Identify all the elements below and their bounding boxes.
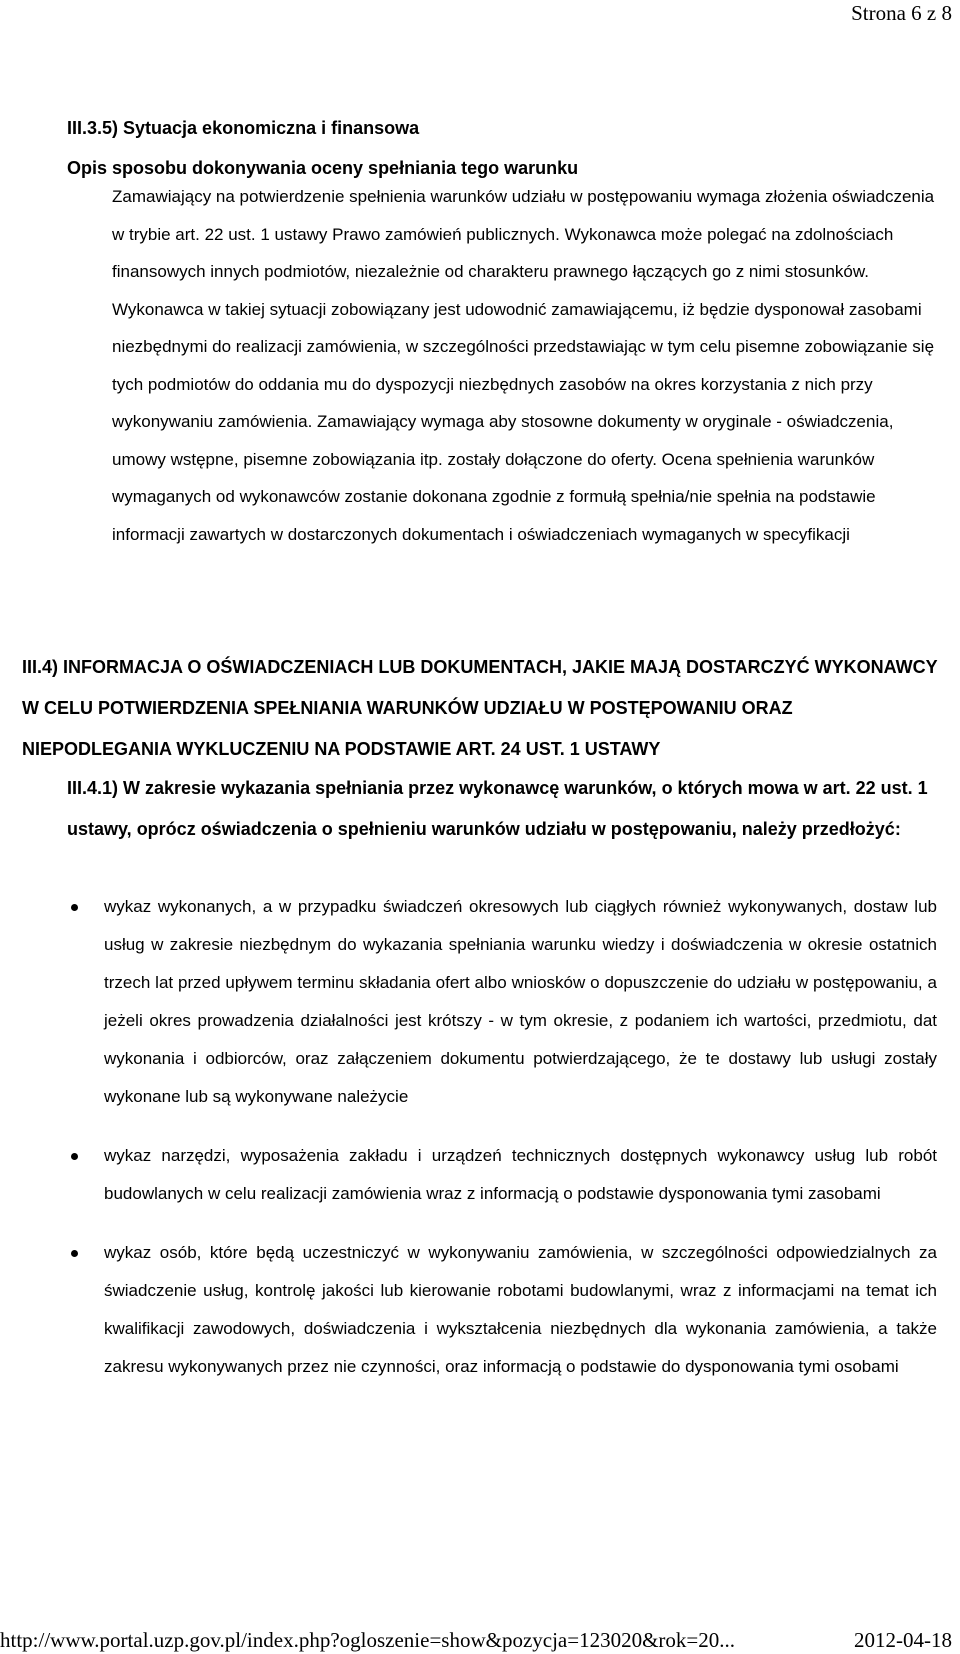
section-iii-4-1-heading: III.4.1) W zakresie wykazania spełniania przez wykonawcę warunków, o których mowa w art. 22 ust. 1 ustawy, oprócz oświadczenia o spełnieniu warunków udziału w postępowaniu, należy przedłożyć: — [67, 778, 928, 839]
footer-date: 2012-04-18 — [854, 1628, 952, 1652]
list-item — [67, 888, 937, 1116]
footer-url: http://www.portal.uzp.gov.pl/index.php?ogloszenie=show&pozycja=123020&rok=20... — [0, 1628, 736, 1652]
list-item — [67, 1234, 937, 1386]
list-item-text: wykaz narzędzi, wyposażenia zakładu i urządzeń technicznych dostępnych wykonawcy usług lub robót budowlanych w celu realizacji zamówienia wraz z informacją o podstawie dysponowania tymi zasobami — [104, 1146, 937, 1203]
section-subtitle: Opis sposobu dokonywania oceny spełniania tego warunku — [67, 158, 579, 178]
section-title: III.3.5) Sytuacja ekonomiczna i finansowa — [67, 118, 420, 138]
list-item — [67, 1137, 937, 1213]
bullet-icon — [71, 1153, 78, 1160]
section-iii-4-heading: III.4) INFORMACJA O OŚWIADCZENIACH LUB DOKUMENTACH, JAKIE MAJĄ DOSTARCZYĆ WYKONAWCY W CELU POTWIERDZENIA SPEŁNIANIA WARUNKÓW UDZIAŁU W POSTĘPOWANIU ORAZ NIEPODLEGANIA WYKLUCZENIU NA PODSTAWIE ART. 24 UST. 1 USTAWY — [22, 657, 938, 759]
section-iii-3-5-body: Zamawiający na potwierdzenie spełnienia warunków udziału w postępowaniu wymaga złożenia oświadczenia w trybie art. 22 ust. 1 ustawy Prawo zamówień publicznych. Wykonawca może polegać na zdolnościach finansowych innych podmiotów, niezależnie od charakteru prawnego łączących go z nimi stosunków. Wykonawca w takiej sytuacji zobowiązany jest udowodnić zamawiającemu, iż będzie dysponował zasobami niezbędnymi do realizacji zamówienia, w szczególności przedstawiając w tym celu pisemne zobowiązanie się tych podmiotów do oddania mu do dyspozycji niezbędnych zasobów na okres korzystania z nich przy wykonywaniu zamówienia. Zamawiający wymaga aby stosowne dokumenty w oryginale - oświadczenia, umowy wstępne, pisemne zobowiązania itp. zostały dołączone do oferty. Ocena spełnienia warunków wymaganych od wykonawców zostanie dokonana zgodnie z formułą spełnia/nie spełnia na podstawie informacji zawartych w dostarczonych dokumentach i oświadczeniach wymaganych w specyfikacji — [112, 187, 935, 544]
section-iii-3-5-heading — [67, 108, 927, 188]
page-number: Strona 6 z 8 — [851, 1, 952, 25]
list-item-text: wykaz wykonanych, a w przypadku świadczeń okresowych lub ciągłych również wykonywanych, dostaw lub usług w zakresie niezbędnym do wykazania spełniania warunku wiedzy i doświadczenia w okresie ostatnich trzech lat przed upływem terminu składania ofert albo wniosków o dopuszczenie do udziału w postępowaniu, a jeżeli okres prowadzenia działalności jest krótszy - w tym okresie, z podaniem ich wartości, przedmiotu, dat wykonania i odbiorców, oraz załączeniem dokumentu potwierdzającego, że te dostawy lub usługi zostały wykonane lub są wykonywane należycie — [104, 897, 937, 1106]
requirements-list — [67, 888, 937, 1407]
bullet-icon — [71, 1250, 78, 1257]
bullet-icon — [71, 904, 78, 911]
list-item-text: wykaz osób, które będą uczestniczyć w wykonywaniu zamówienia, w szczególności odpowiedzialnych za świadczenie usług, kontrolę jakości lub kierowanie robotami budowlanymi, wraz z informacjami na temat ich kwalifikacji zawodowych, doświadczenia i wykształcenia niezbędnych dla wykonania zamówienia, a także zakresu wykonywanych przez nie czynności, oraz informacją o podstawie do dysponowania tymi osobami — [104, 1243, 937, 1376]
